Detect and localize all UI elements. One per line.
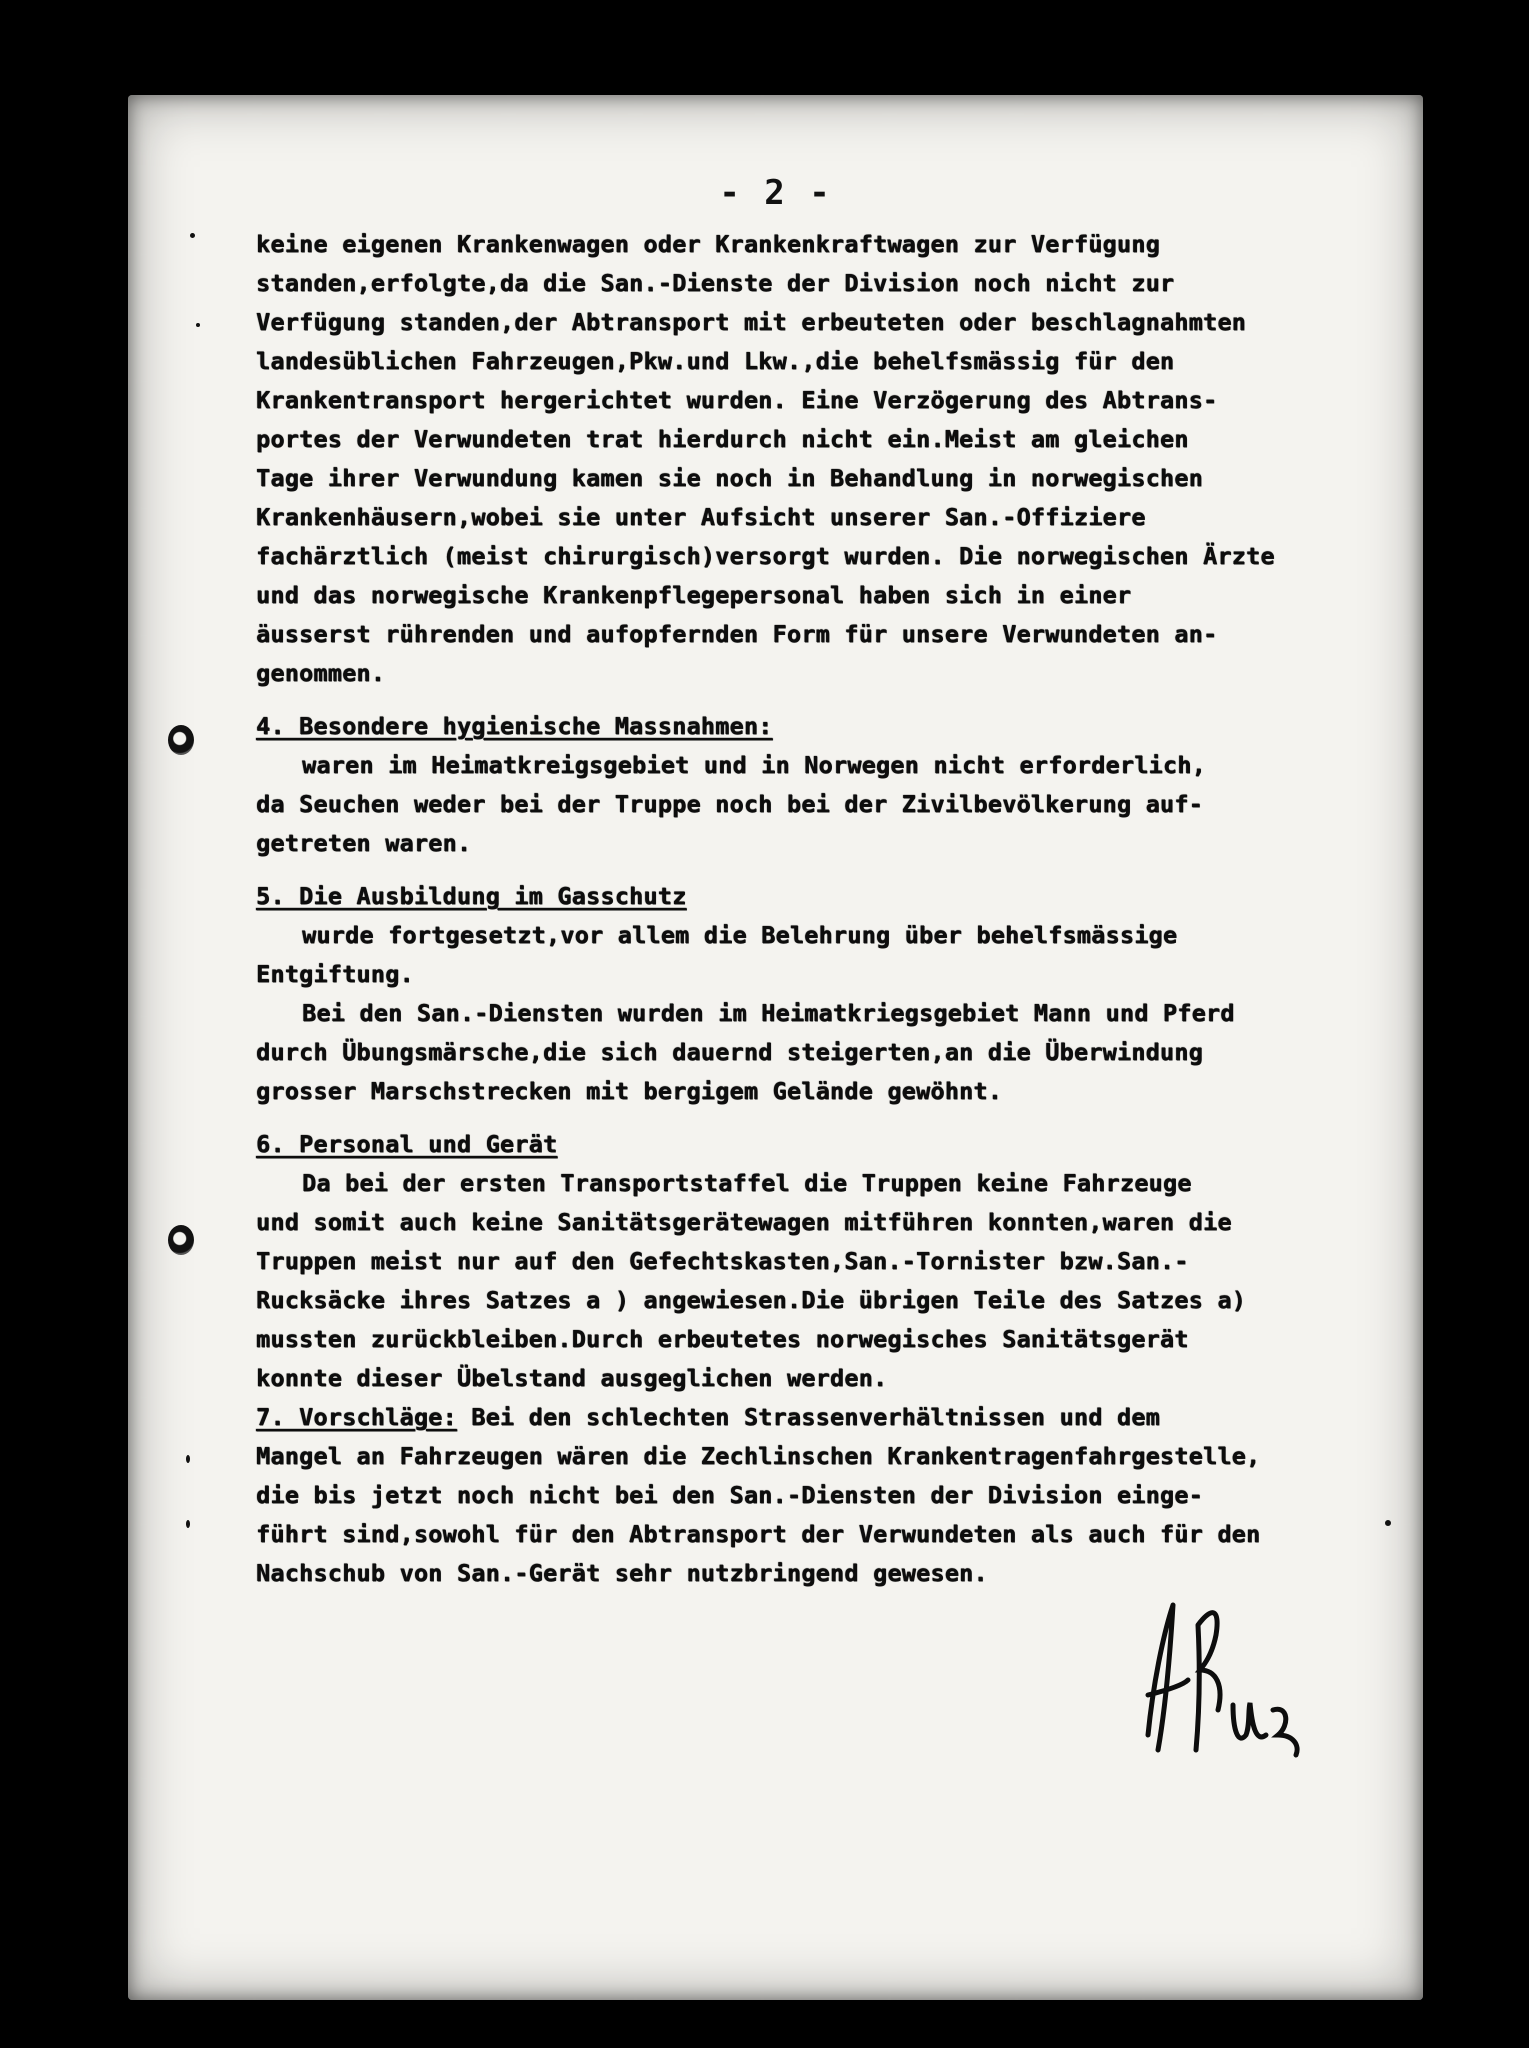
section-7-first-line [256, 1398, 1406, 1437]
punch-hole-lower [168, 1225, 194, 1255]
section-5-heading: 5. Die Ausbildung im Gasschutz [256, 882, 687, 910]
body-line: Krankenhäusern,wobei sie unter Aufsicht unserer San.-Offiziere [256, 503, 1146, 531]
body-line: äusserst rührenden und aufopfernden Form für unsere Verwundeten an- [256, 620, 1218, 648]
body-line: Truppen meist nur auf den Gefechtskasten,San.-Tornister bzw.San.- [256, 1247, 1189, 1275]
punch-hole-upper [168, 725, 194, 755]
body-line: Entgiftung. [256, 960, 414, 988]
body-line: landesüblichen Fahrzeugen,Pkw.und Lkw.,die behelfsmässig für den [256, 347, 1175, 375]
body-line: mussten zurückbleiben.Durch erbeutetes norwegisches Sanitätsgerät [256, 1325, 1189, 1353]
body-line: da Seuchen weder bei der Truppe noch bei der Zivilbevölkerung auf- [256, 790, 1203, 818]
body-line: und das norwegische Krankenpflegepersonal haben sich in einer [256, 581, 1132, 609]
body-line: genommen. [256, 659, 386, 687]
body-line: grosser Marschstrecken mit bergigem Gelände gewöhnt. [256, 1077, 1003, 1105]
scan-speck [196, 323, 200, 327]
body-line: führt sind,sowohl für den Abtransport der Verwundeten als auch für den [256, 1520, 1261, 1548]
body-line: Tage ihrer Verwundung kamen sie noch in Behandlung in norwegischen [256, 464, 1203, 492]
scan-speck [186, 1520, 190, 1528]
section-7-heading: 7. Vorschläge: [256, 1403, 457, 1431]
body-line: waren im Heimatkreigsgebiet und in Norwegen nicht erforderlich, [302, 751, 1206, 779]
body-line: die bis jetzt noch nicht bei den San.-Diensten der Division einge- [256, 1481, 1203, 1509]
document-body [256, 225, 1406, 1593]
body-line: Nachschub von San.-Gerät sehr nutzbringend gewesen. [256, 1559, 988, 1587]
body-line: Krankentransport hergerichtet wurden. Eine Verzögerung des Abtrans- [256, 386, 1218, 414]
body-line: Bei den San.-Diensten wurden im Heimatkriegsgebiet Mann und Pferd [302, 999, 1235, 1027]
body-line: getreten waren. [256, 829, 472, 857]
section-4-heading: 4. Besondere hygienische Massnahmen: [256, 712, 773, 740]
document-page [128, 95, 1423, 2000]
body-line: Da bei der ersten Transportstaffel die Truppen keine Fahrzeuge [302, 1169, 1192, 1197]
body-line: fachärztlich (meist chirurgisch)versorgt wurden. Die norwegischen Ärzte [256, 542, 1275, 570]
handwritten-signature [1128, 1585, 1328, 1765]
body-line-fragment: Bei den schlechten Strassenverhältnissen und dem [456, 1403, 1160, 1431]
body-line: wurde fortgesetzt,vor allem die Belehrung über behelfsmässige [302, 921, 1178, 949]
body-line: durch Übungsmärsche,die sich dauernd steigerten,an die Überwindung [256, 1038, 1203, 1066]
body-line: portes der Verwundeten trat hierdurch nicht ein.Meist am gleichen [256, 425, 1189, 453]
body-line: keine eigenen Krankenwagen oder Krankenkraftwagen zur Verfügung [256, 230, 1160, 258]
body-line: konnte dieser Übelstand ausgeglichen werden. [256, 1364, 888, 1392]
scan-speck [186, 1455, 190, 1463]
section-6-heading: 6. Personal und Gerät [256, 1130, 558, 1158]
body-line: standen,erfolgte,da die San.-Dienste der Division noch nicht zur [256, 269, 1175, 297]
body-line: Mangel an Fahrzeugen wären die Zechlinschen Krankentragenfahrgestelle, [256, 1442, 1261, 1470]
body-line: und somit auch keine Sanitätsgerätewagen mitführen konnten,waren die [256, 1208, 1232, 1236]
page-number: - 2 - [719, 173, 832, 213]
scan-speck [190, 233, 195, 238]
body-line: Verfügung standen,der Abtransport mit erbeuteten oder beschlagnahmten [256, 308, 1247, 336]
body-line: Rucksäcke ihres Satzes a ) angewiesen.Die übrigen Teile des Satzes a) [256, 1286, 1247, 1314]
